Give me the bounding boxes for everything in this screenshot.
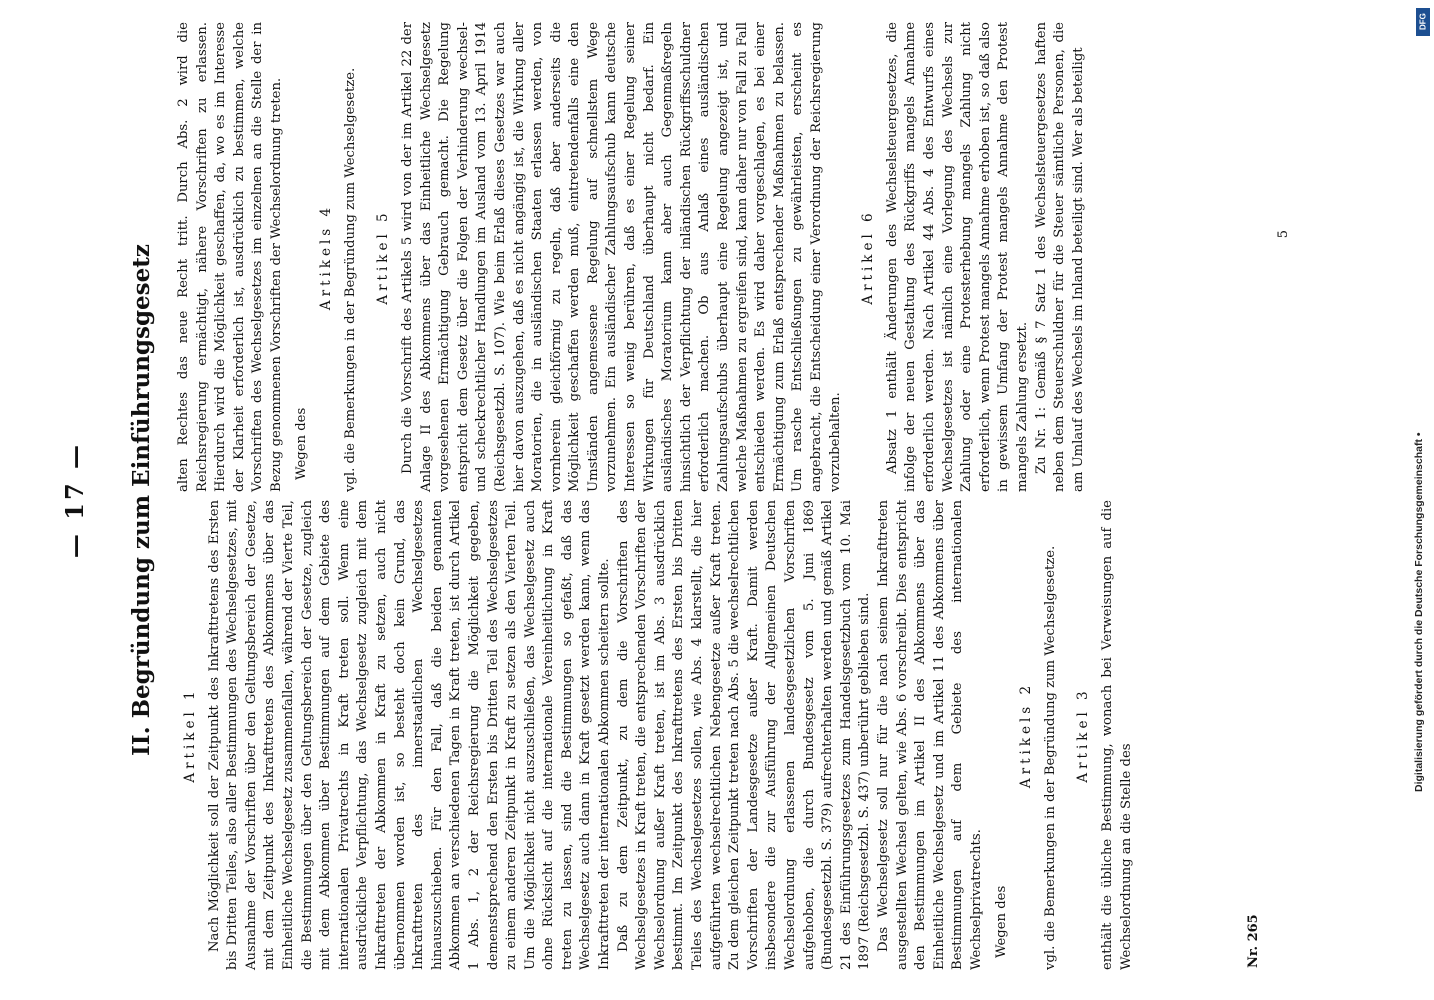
document-number: Nr. 265 <box>1246 914 1261 968</box>
article-4-heading: Artikels 4 <box>318 203 335 311</box>
right-column <box>175 22 1088 492</box>
article-2-heading: Artikels 2 <box>1018 681 1035 789</box>
page-number: — 17 — <box>60 441 89 559</box>
article-2-wegen: Wegen des <box>993 885 1009 958</box>
article-3-text: enthält die übliche Bestimmung, wonach bei Verweisungen auf die Wechselordnung an die Stelle des <box>1099 500 1134 970</box>
article-5-heading: Artikel 5 <box>375 209 392 305</box>
article-6-heading: Artikel 6 <box>860 209 877 305</box>
article-1-paragraph-3: Das Wechselgesetz soll nur für die nach seinem Inkrafttreten ausgestellten Wechsel gelten, wie Abs. 6 vorschreibt. Dies entspricht den Bestimmungen im Artikel II des Abkommens über das Einheitliche Wechselgesetz und im Artikel 11 des Abkommens über Bestimmungen auf dem Gebiete des internationalen Wechselprivatrechts. <box>875 500 984 970</box>
section-title: II. Begründung zum Einführungsgesetz <box>128 244 155 756</box>
signature-mark <box>1276 0 1291 1000</box>
article-6-paragraph-2: Zu Nr. 1: Gemäß § 7 Satz 1 des Wechselsteuergesetzes haften neben dem Steuerschuldner für die Steuer sämtliche Personen, die am Umlauf des Wechsels im Inland beteiligt sind. Wer als beteiligt <box>1033 22 1086 492</box>
article-3-heading: Artikel 3 <box>1075 687 1092 783</box>
article-4-text: vgl. die Bemerkungen in der Begründung zum Wechselgesetze. <box>342 67 358 492</box>
article-3-continuation: alten Rechtes das neue Recht tritt. Durch Abs. 2 wird die Reichsregierung ermächtigt, nähere Vorschriften zu erlassen. Hierdurch wird die Möglichkeit geschaffen, da, wo es im Interesse der Klarheit erforderlich ist, ausdrücklich zu bestimmen, welche Vorschriften des Wechselgesetzes im einzelnen an die Stelle der in Bezug genommenen Vorschriften der Wechselordnung treten. <box>176 22 284 492</box>
dfg-logo-icon: DFG <box>1416 8 1430 36</box>
left-column <box>175 500 1136 970</box>
article-1-paragraph-1: Nach Möglichkeit soll der Zeitpunkt des Inkrafttretens des Ersten bis Dritten Teiles, also aller Bestimmungen des Wechselgesetzes, mit Ausnahme der Vorschriften über den Geltungsbereich der Gesetze, mit dem Zeitpunkt des Inkrafttretens des Abkommens über das Einheitliche Wechselgesetz zusammenfallen, während der Vierte Teil, die Bestimmungen über den Geltungsbereich der Gesetze, zugleich mit dem Abkommen über Bestimmungen auf dem Gebiete des internationalen Privatrechts in Kraft treten soll. Wenn eine ausdrückliche Verpflichtung, das Wechselgesetz zugleich mit dem Inkrafttreten der Abkommen in Kraft zu setzen, auch nicht übernommen worden ist, so besteht doch kein Grund, das Inkrafttreten des innerstaatlichen Wechselgesetzes hinauszuschieben. Für den Fall, daß die beiden genannten Abkommen an verschiedenen Tagen in Kraft treten, ist durch Artikel 1 Abs. 1, 2 der Reichsregierung die Möglichkeit gegeben, demenstsprechend den Ersten bis Dritten Teil des Wechselgesetzes zu einem anderen Zeitpunkt in Kraft zu setzen als den Vierten Teil. Um die Möglichkeit nicht auszuschließen, das Wechselgesetz auch ohne Rücksicht auf die internationale Vereinheitlichung in Kraft treten zu lassen, sind die Bestimmungen so gefaßt, daß das Wechselgesetz auch dann in Kraft gesetzt werden kann, wenn das Inkrafttreten der internationalen Abkommen scheitern sollte. <box>206 500 613 970</box>
article-2-text: vgl. die Bemerkungen in der Begründung zum Wechselgesetze. <box>1042 545 1058 970</box>
article-6-paragraph-1: Absatz 1 enthält Änderungen des Wechselsteuergesetzes, die infolge der neuen Gestaltung des Rückgriffs mangels Annahme erforderlich werden. Nach Artikel 44 Abs. 4 des Entwurfs eines Wechselgesetzes ist nämlich eine Vorlegung des Wechsels zur Zahlung oder eine Protesterhebung mangels Zahlung nicht erforderlich, wenn Protest mangels Annahme erhoben ist, so daß also in gewissem Umfang der Protest mangels Annahme den Protest mangels Zahlung ersetzt. <box>884 22 1030 492</box>
article-4-wegen: Wegen des <box>293 407 309 480</box>
dfg-credit-text: Digitalisierung gefördert durch die Deutsche Forschungsgemeinschaft • <box>1413 432 1425 792</box>
dfg-credit-strip <box>1413 0 1433 1000</box>
article-1-heading: Artikel 1 <box>182 687 198 783</box>
article-1-paragraph-2: Daß zu dem Zeitpunkt, zu dem die Vorschriften des Wechselgesetzes in Kraft treten, die entsprechenden Vorschriften der Wechselordnung außer Kraft treten, ist im Abs. 3 ausdrücklich bestimmt. Im Zeitpunkt des Inkrafttretens des Ersten bis Dritten Teiles des Wechselgesetzes sollen, wie Abs. 4 klarstellt, die hier aufgeführten wechselrechtlichen Nebengesetze außer Kraft treten. Zu dem gleichen Zeitpunkt treten nach Abs. 5 die wechselrechtlichen Vorschriften der Landesgesetze außer Kraft. Damit werden insbesondere die zur Ausführung der Allgemeinen Deutschen Wechselordnung erlassenen landesgesetzlichen Vorschriften aufgehoben, die durch Bundesgesetz vom 5. Juni 1869 (Bundesgesetzbl. S. 379) aufrechterhalten werden und gemäß Artikel 21 des Einführungsgesetzes zum Handelsgesetzbuch vom 10. Mai 1897 (Reichsgesetzbl. S. 437) unberührt geblieben sind. <box>615 500 873 970</box>
article-5-text: Durch die Vorschrift des Artikels 5 wird von der im Artikel 22 der Anlage II des Abkommens über das Einheitliche Wechselgesetz vorgesehenen Ermächtigung Gebrauch gemacht. Die Regelung entspricht dem Gesetz über die Folgen der Verhinderung wechsel- und scheckrechtlicher Handlungen im Ausland vom 13. April 1914 (Reichsgesetzbl. S. 107). Wie beim Erlaß dieses Gesetzes war auch hier davon auszugehen, daß es nicht angängig ist, die Wirkung aller Moratorien, die in ausländischen Staaten erlassen werden, von vornherein gleichförmig zu regeln, daß aber anderseits die Möglichkeit geschaffen werden muß, eintretendenfalls eine den Umständen angemessene Regelung auf schnellstem Wege vorzunehmen. Ein ausländischer Zahlungsaufschub kann deutsche Interessen so wenig berühren, daß es einer Regelung seiner Wirkungen für Deutschland überhaupt nicht bedarf. Ein ausländisches Moratorium kann aber auch Gegenmaßregeln hinsichtlich der Verpflichtung der inländischen Rückgriffsschuldner erforderlich machen. Ob aus Anlaß eines ausländischen Zahlungsaufschubs überhaupt eine Regelung angezeigt ist, und welche Maßnahmen zu ergreifen sind, kann daher nur von Fall zu Fall entschieden werden. Es wird daher vorgeschlagen, es bei einer Ermächtigung zum Erlaß entsprechender Maßnahmen zu belassen. Um rasche Entschließungen zu gewährleisten, erscheint es angebracht, die Entscheidung einer Verordnung der Reichsregierung vorzubehalten. <box>399 21 843 492</box>
signature-number: 5 <box>1276 230 1291 239</box>
